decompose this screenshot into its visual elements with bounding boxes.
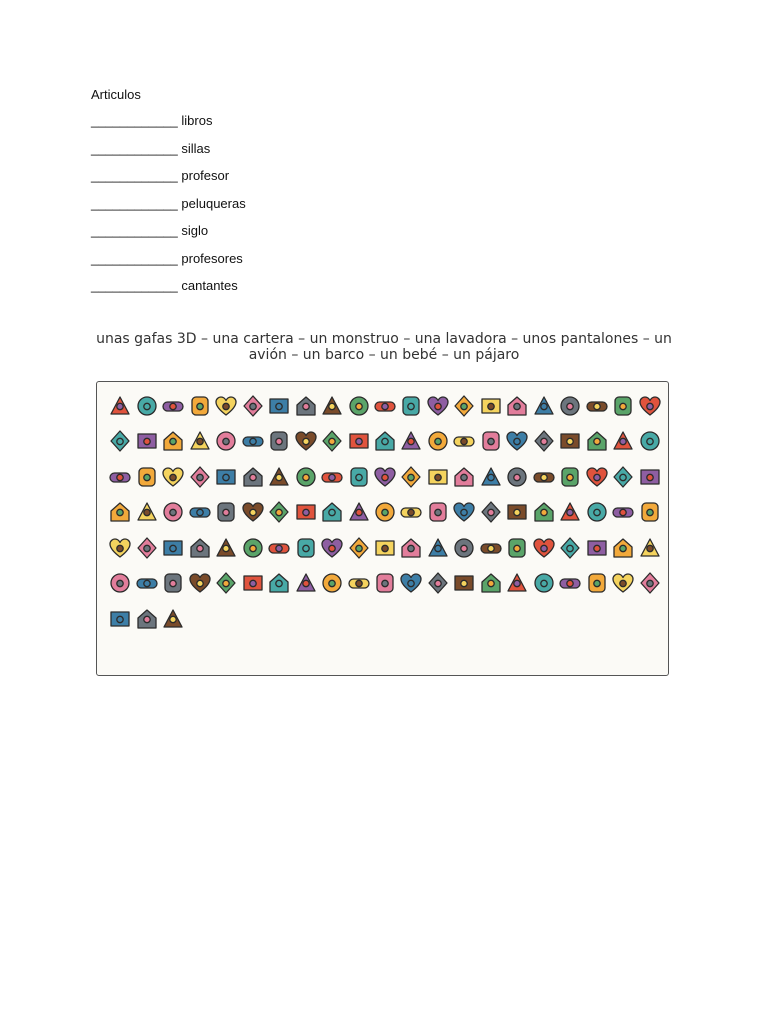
- taco-icon: [161, 500, 185, 524]
- mountains-icon: [241, 500, 265, 524]
- kite-icon-cell: [610, 566, 636, 602]
- rocking-horse-icon-cell: [531, 459, 557, 495]
- icon-grid: [107, 388, 663, 672]
- paper-roll-icon-cell: [186, 530, 212, 566]
- shop-front-icon: [452, 536, 476, 560]
- speaker-icon: [611, 429, 635, 453]
- gift-box-icon-cell: [478, 388, 504, 424]
- sun-icon: [294, 571, 318, 595]
- binoculars-icon: [267, 429, 291, 453]
- worksheet-heading: Articulos: [91, 87, 141, 102]
- smartwatch-icon: [399, 571, 423, 595]
- tower-icon: [161, 607, 185, 631]
- desk-lamp-icon: [558, 465, 582, 489]
- footprints-icon: [532, 536, 556, 560]
- open-book-icon-cell: [345, 530, 371, 566]
- answer-blank: ____________: [91, 168, 178, 183]
- girl-icon: [241, 429, 265, 453]
- robot-head-icon-cell: [319, 530, 345, 566]
- megaphone-icon: [452, 394, 476, 418]
- ball-icon-cell: [637, 424, 663, 460]
- exercise-line: [91, 196, 246, 224]
- wheelbarrow-icon-cell: [266, 530, 292, 566]
- eggplant-icon: [373, 571, 397, 595]
- answer-blank: ____________: [91, 113, 178, 128]
- palm-tree-icon-cell: [160, 388, 186, 424]
- ship-icon: [505, 500, 529, 524]
- keyboard-icon: [373, 429, 397, 453]
- exercise-word: libros: [181, 113, 213, 128]
- envelope-icon: [267, 500, 291, 524]
- exercise-word: profesores: [181, 250, 243, 266]
- medal-icon: [479, 500, 503, 524]
- trophy-icon-cell: [345, 495, 371, 531]
- jeans-icon-cell: [133, 424, 159, 460]
- spray-bottle-icon-cell: [451, 424, 477, 460]
- bird-icon: [452, 571, 476, 595]
- penguin-icon: [611, 536, 635, 560]
- sun-icon-cell: [292, 566, 318, 602]
- cosmetics-icon: [558, 429, 582, 453]
- butterfly-icon-cell: [478, 566, 504, 602]
- rabbit-icon: [347, 394, 371, 418]
- open-book-icon: [347, 536, 371, 560]
- exercise-line: [91, 168, 246, 196]
- skateboard-icon-cell: [133, 459, 159, 495]
- icon-collage: [96, 381, 669, 676]
- pipe-icon: [241, 536, 265, 560]
- clapperboard-icon-cell: [610, 495, 636, 531]
- exercise-word: profesor: [181, 168, 230, 183]
- water-bottle-icon-cell: [584, 566, 610, 602]
- bird-icon-cell: [451, 566, 477, 602]
- robot-head-icon: [320, 536, 344, 560]
- exercise-line: [91, 278, 246, 306]
- campfire-icon-cell: [504, 566, 530, 602]
- cash-box-icon-cell: [292, 530, 318, 566]
- heart-sign-icon-cell: [637, 459, 663, 495]
- airplane-icon-cell: [186, 424, 212, 460]
- pirate-icon: [294, 500, 318, 524]
- guitar-icon: [558, 571, 582, 595]
- newspaper-icon: [108, 536, 132, 560]
- space-shuttle-icon-cell: [425, 495, 451, 531]
- answer-blank: ____________: [91, 250, 178, 266]
- rainbow-icon: [347, 571, 371, 595]
- sneaker-icon-cell: [319, 495, 345, 531]
- party-hat-icon-cell: [133, 495, 159, 531]
- ghost-icon: [135, 394, 159, 418]
- water-bottle-icon: [585, 571, 609, 595]
- keyboard-icon-cell: [372, 424, 398, 460]
- pirate-icon-cell: [292, 495, 318, 531]
- speaker-icon-cell: [610, 424, 636, 460]
- hot-sauce-icon: [558, 500, 582, 524]
- robot-icon-cell: [637, 388, 663, 424]
- anchor-icon: [585, 394, 609, 418]
- logs-icon-cell: [637, 530, 663, 566]
- word-bank: unas gafas 3D – una cartera – un monstruo – una lavadora – unos pantalones – un avión – un barco – un bebé – un pájaro: [96, 331, 672, 363]
- rabbit-icon-cell: [345, 388, 371, 424]
- board-icon: [585, 465, 609, 489]
- fire-extinguisher-icon-cell: [425, 566, 451, 602]
- eggplant-icon-cell: [372, 566, 398, 602]
- dog-icon-cell: [107, 388, 133, 424]
- tower-icon-cell: [160, 601, 186, 637]
- lips-icon: [479, 536, 503, 560]
- soccer-icon: [135, 536, 159, 560]
- newspaper-icon-cell: [107, 530, 133, 566]
- butterfly-icon: [479, 571, 503, 595]
- music-note-icon: [188, 500, 212, 524]
- clapperboard-icon: [611, 500, 635, 524]
- tree-icon-cell: [213, 388, 239, 424]
- wheelbarrow-icon: [267, 536, 291, 560]
- tv-remote-icon-cell: [557, 388, 583, 424]
- party-hat-icon: [135, 500, 159, 524]
- monkey-icon-cell: [425, 388, 451, 424]
- footprints-icon-cell: [531, 530, 557, 566]
- backpack-icon-cell: [398, 388, 424, 424]
- billiards-icon: [161, 571, 185, 595]
- exercise-word: peluqueras: [181, 195, 246, 211]
- cookies-icon: [399, 500, 423, 524]
- air-conditioner-icon-cell: [557, 530, 583, 566]
- washing-machine-icon-cell: [266, 459, 292, 495]
- apple-icon: [241, 394, 265, 418]
- book-icon-cell: [398, 424, 424, 460]
- glasses-icon-cell: [213, 424, 239, 460]
- guitar-icon-cell: [557, 566, 583, 602]
- crutches-icon-cell: [213, 530, 239, 566]
- yarn-icon-cell: [319, 566, 345, 602]
- recycle-bag-icon: [161, 465, 185, 489]
- air-conditioner-icon: [558, 536, 582, 560]
- open-box-icon-cell: [133, 601, 159, 637]
- desk-lamp-icon-cell: [557, 459, 583, 495]
- gift-box-icon: [479, 394, 503, 418]
- flamingo-icon: [426, 536, 450, 560]
- flag-icon: [505, 429, 529, 453]
- telescope-icon-cell: [504, 530, 530, 566]
- thumbs-up-icon: [452, 465, 476, 489]
- money-bag-icon-cell: [478, 424, 504, 460]
- cookies-icon-cell: [398, 495, 424, 531]
- trash-can-icon: [638, 500, 662, 524]
- traffic-cone-icon: [135, 571, 159, 595]
- donut-icon-cell: [372, 495, 398, 531]
- rainbow-icon-cell: [345, 566, 371, 602]
- theater-masks-icon: [532, 429, 556, 453]
- tea-cup-icon: [505, 465, 529, 489]
- exercise-word: siglo: [181, 223, 209, 238]
- money-bag-icon: [479, 429, 503, 453]
- smartphone-icon-cell: [451, 495, 477, 531]
- cosmetics-icon-cell: [557, 424, 583, 460]
- exercise-line: [91, 223, 246, 251]
- monster-icon-cell: [107, 601, 133, 637]
- binoculars-icon-cell: [266, 424, 292, 460]
- music-note-icon-cell: [186, 495, 212, 531]
- wheat-icon-cell: [345, 459, 371, 495]
- answer-blank: ____________: [91, 223, 178, 238]
- house-icon: [320, 394, 344, 418]
- game-console-icon-cell: [478, 459, 504, 495]
- bed-icon: [267, 394, 291, 418]
- heart-sign-icon: [638, 465, 662, 489]
- exercise-word: sillas: [181, 140, 211, 156]
- door-icon-cell: [372, 459, 398, 495]
- recycle-bag-icon-cell: [160, 459, 186, 495]
- baby-bodysuit-icon: [108, 571, 132, 595]
- donut-icon: [373, 500, 397, 524]
- flower-pot-icon-cell: [266, 566, 292, 602]
- helicopter-icon-cell: [292, 424, 318, 460]
- flag-icon-cell: [504, 424, 530, 460]
- security-camera-icon: [373, 536, 397, 560]
- pipe-icon-cell: [239, 530, 265, 566]
- cash-register-icon: [241, 465, 265, 489]
- game-console-icon: [479, 465, 503, 489]
- alarm-clock-icon: [426, 429, 450, 453]
- fire-extinguisher-icon: [426, 571, 450, 595]
- sewing-machine-icon: [241, 571, 265, 595]
- bowling-icon-cell: [107, 459, 133, 495]
- battery-icon-cell: [292, 459, 318, 495]
- thumbs-up-icon-cell: [451, 459, 477, 495]
- board-icon-cell: [584, 459, 610, 495]
- document-icon-cell: [292, 388, 318, 424]
- ghost-icon-cell: [133, 388, 159, 424]
- sock-icon: [399, 536, 423, 560]
- shopping-basket-icon: [214, 571, 238, 595]
- jeans-icon: [135, 429, 159, 453]
- 3d-glasses-icon: [161, 536, 185, 560]
- anchor-icon-cell: [584, 388, 610, 424]
- drill-icon-cell: [610, 459, 636, 495]
- picture-frame-icon: [585, 500, 609, 524]
- cash-register-icon-cell: [239, 459, 265, 495]
- wheat-icon: [347, 465, 371, 489]
- chef-hat-icon: [532, 500, 556, 524]
- bowling-icon: [108, 465, 132, 489]
- calendar-icon-cell: [213, 495, 239, 531]
- crutches-icon: [214, 536, 238, 560]
- taco-icon-cell: [160, 495, 186, 531]
- candles-icon-cell: [319, 459, 345, 495]
- truck-icon-cell: [107, 495, 133, 531]
- robot-icon: [638, 394, 662, 418]
- yarn-icon: [320, 571, 344, 595]
- telescope-icon: [505, 536, 529, 560]
- monster-icon: [108, 607, 132, 631]
- exercise-line: [91, 141, 246, 169]
- necklace-icon-cell: [610, 388, 636, 424]
- apple-icon-cell: [239, 388, 265, 424]
- sock-icon-cell: [398, 530, 424, 566]
- soccer-icon-cell: [133, 530, 159, 566]
- 3d-glasses-icon-cell: [160, 530, 186, 566]
- elephant-icon-cell: [186, 459, 212, 495]
- exercise-line: [91, 251, 246, 279]
- wallet-icon-cell: [425, 459, 451, 495]
- airplane-icon: [188, 429, 212, 453]
- shopping-basket-icon-cell: [213, 566, 239, 602]
- cherry-icon: [188, 571, 212, 595]
- piano-icon: [532, 571, 556, 595]
- monkey-icon: [426, 394, 450, 418]
- theater-masks-icon-cell: [531, 424, 557, 460]
- teddy-bear-icon-cell: [107, 424, 133, 460]
- door-icon: [373, 465, 397, 489]
- kite-icon: [611, 571, 635, 595]
- ship-icon-cell: [504, 495, 530, 531]
- flower-pot-icon: [267, 571, 291, 595]
- balloons-icon-cell: [345, 424, 371, 460]
- open-box-icon: [135, 607, 159, 631]
- wallet-icon: [426, 465, 450, 489]
- necklace-icon: [611, 394, 635, 418]
- baby-bodysuit-icon-cell: [107, 566, 133, 602]
- battery-icon: [294, 465, 318, 489]
- boot-icon-cell: [584, 424, 610, 460]
- answer-blank: ____________: [91, 140, 178, 156]
- microphone-icon-cell: [398, 459, 424, 495]
- teddy-bear-icon: [108, 429, 132, 453]
- helicopter-icon: [294, 429, 318, 453]
- bicycle-icon-cell: [160, 424, 186, 460]
- paper-roll-icon: [188, 536, 212, 560]
- lips-icon-cell: [478, 530, 504, 566]
- truck-icon: [108, 500, 132, 524]
- sword-icon: [638, 571, 662, 595]
- palm-tree-icon: [161, 394, 185, 418]
- traffic-cone-icon-cell: [133, 566, 159, 602]
- calendar-icon: [214, 500, 238, 524]
- burger-icon-cell: [372, 388, 398, 424]
- answer-blank: ____________: [91, 278, 178, 293]
- burger-icon: [373, 394, 397, 418]
- candles-icon: [320, 465, 344, 489]
- exercise-word: cantantes: [181, 278, 238, 293]
- space-shuttle-icon: [426, 500, 450, 524]
- trash-can-icon-cell: [637, 495, 663, 531]
- sewing-machine-icon-cell: [239, 566, 265, 602]
- skateboard-icon: [135, 465, 159, 489]
- cat-icon: [188, 394, 212, 418]
- magnifier-icon: [585, 536, 609, 560]
- drill-icon: [611, 465, 635, 489]
- pill-icon-cell: [531, 388, 557, 424]
- answer-blank: ____________: [91, 195, 178, 211]
- balloons-icon: [347, 429, 371, 453]
- tree-icon: [214, 394, 238, 418]
- alarm-clock-icon-cell: [425, 424, 451, 460]
- baseball-bat-icon: [214, 465, 238, 489]
- security-camera-icon-cell: [372, 530, 398, 566]
- rocking-horse-icon: [532, 465, 556, 489]
- hot-sauce-icon-cell: [557, 495, 583, 531]
- megaphone-icon-cell: [451, 388, 477, 424]
- baseball-bat-icon-cell: [213, 459, 239, 495]
- envelope-icon-cell: [266, 495, 292, 531]
- boot-icon: [585, 429, 609, 453]
- sneaker-icon: [320, 500, 344, 524]
- ball-icon: [638, 429, 662, 453]
- logs-icon: [638, 536, 662, 560]
- shop-front-icon-cell: [451, 530, 477, 566]
- penguin-icon-cell: [610, 530, 636, 566]
- girl-icon-cell: [239, 424, 265, 460]
- glasses-icon: [214, 429, 238, 453]
- picture-frame-icon-cell: [584, 495, 610, 531]
- medal-icon-cell: [478, 495, 504, 531]
- article-exercise-list: [91, 113, 246, 306]
- chef-hat-icon-cell: [531, 495, 557, 531]
- book-icon: [399, 429, 423, 453]
- pill-icon: [532, 394, 556, 418]
- bicycle-icon: [161, 429, 185, 453]
- exercise-line: [91, 113, 246, 141]
- billiards-icon-cell: [160, 566, 186, 602]
- tea-cup-icon-cell: [504, 459, 530, 495]
- backpack-icon: [399, 394, 423, 418]
- cat-icon-cell: [186, 388, 212, 424]
- flamingo-icon-cell: [425, 530, 451, 566]
- bed-icon-cell: [266, 388, 292, 424]
- cherry-icon-cell: [186, 566, 212, 602]
- cash-box-icon: [294, 536, 318, 560]
- washing-machine-icon: [267, 465, 291, 489]
- elephant-icon: [188, 465, 212, 489]
- travel-bag-icon-cell: [504, 388, 530, 424]
- microphone-icon: [399, 465, 423, 489]
- piano-icon-cell: [531, 566, 557, 602]
- campfire-icon: [505, 571, 529, 595]
- sword-icon-cell: [637, 566, 663, 602]
- magnifier-icon-cell: [584, 530, 610, 566]
- music-player-icon-cell: [319, 424, 345, 460]
- music-player-icon: [320, 429, 344, 453]
- travel-bag-icon: [505, 394, 529, 418]
- mountains-icon-cell: [239, 495, 265, 531]
- smartwatch-icon-cell: [398, 566, 424, 602]
- trophy-icon: [347, 500, 371, 524]
- smartphone-icon: [452, 500, 476, 524]
- tv-remote-icon: [558, 394, 582, 418]
- dog-icon: [108, 394, 132, 418]
- house-icon-cell: [319, 388, 345, 424]
- spray-bottle-icon: [452, 429, 476, 453]
- document-icon: [294, 394, 318, 418]
